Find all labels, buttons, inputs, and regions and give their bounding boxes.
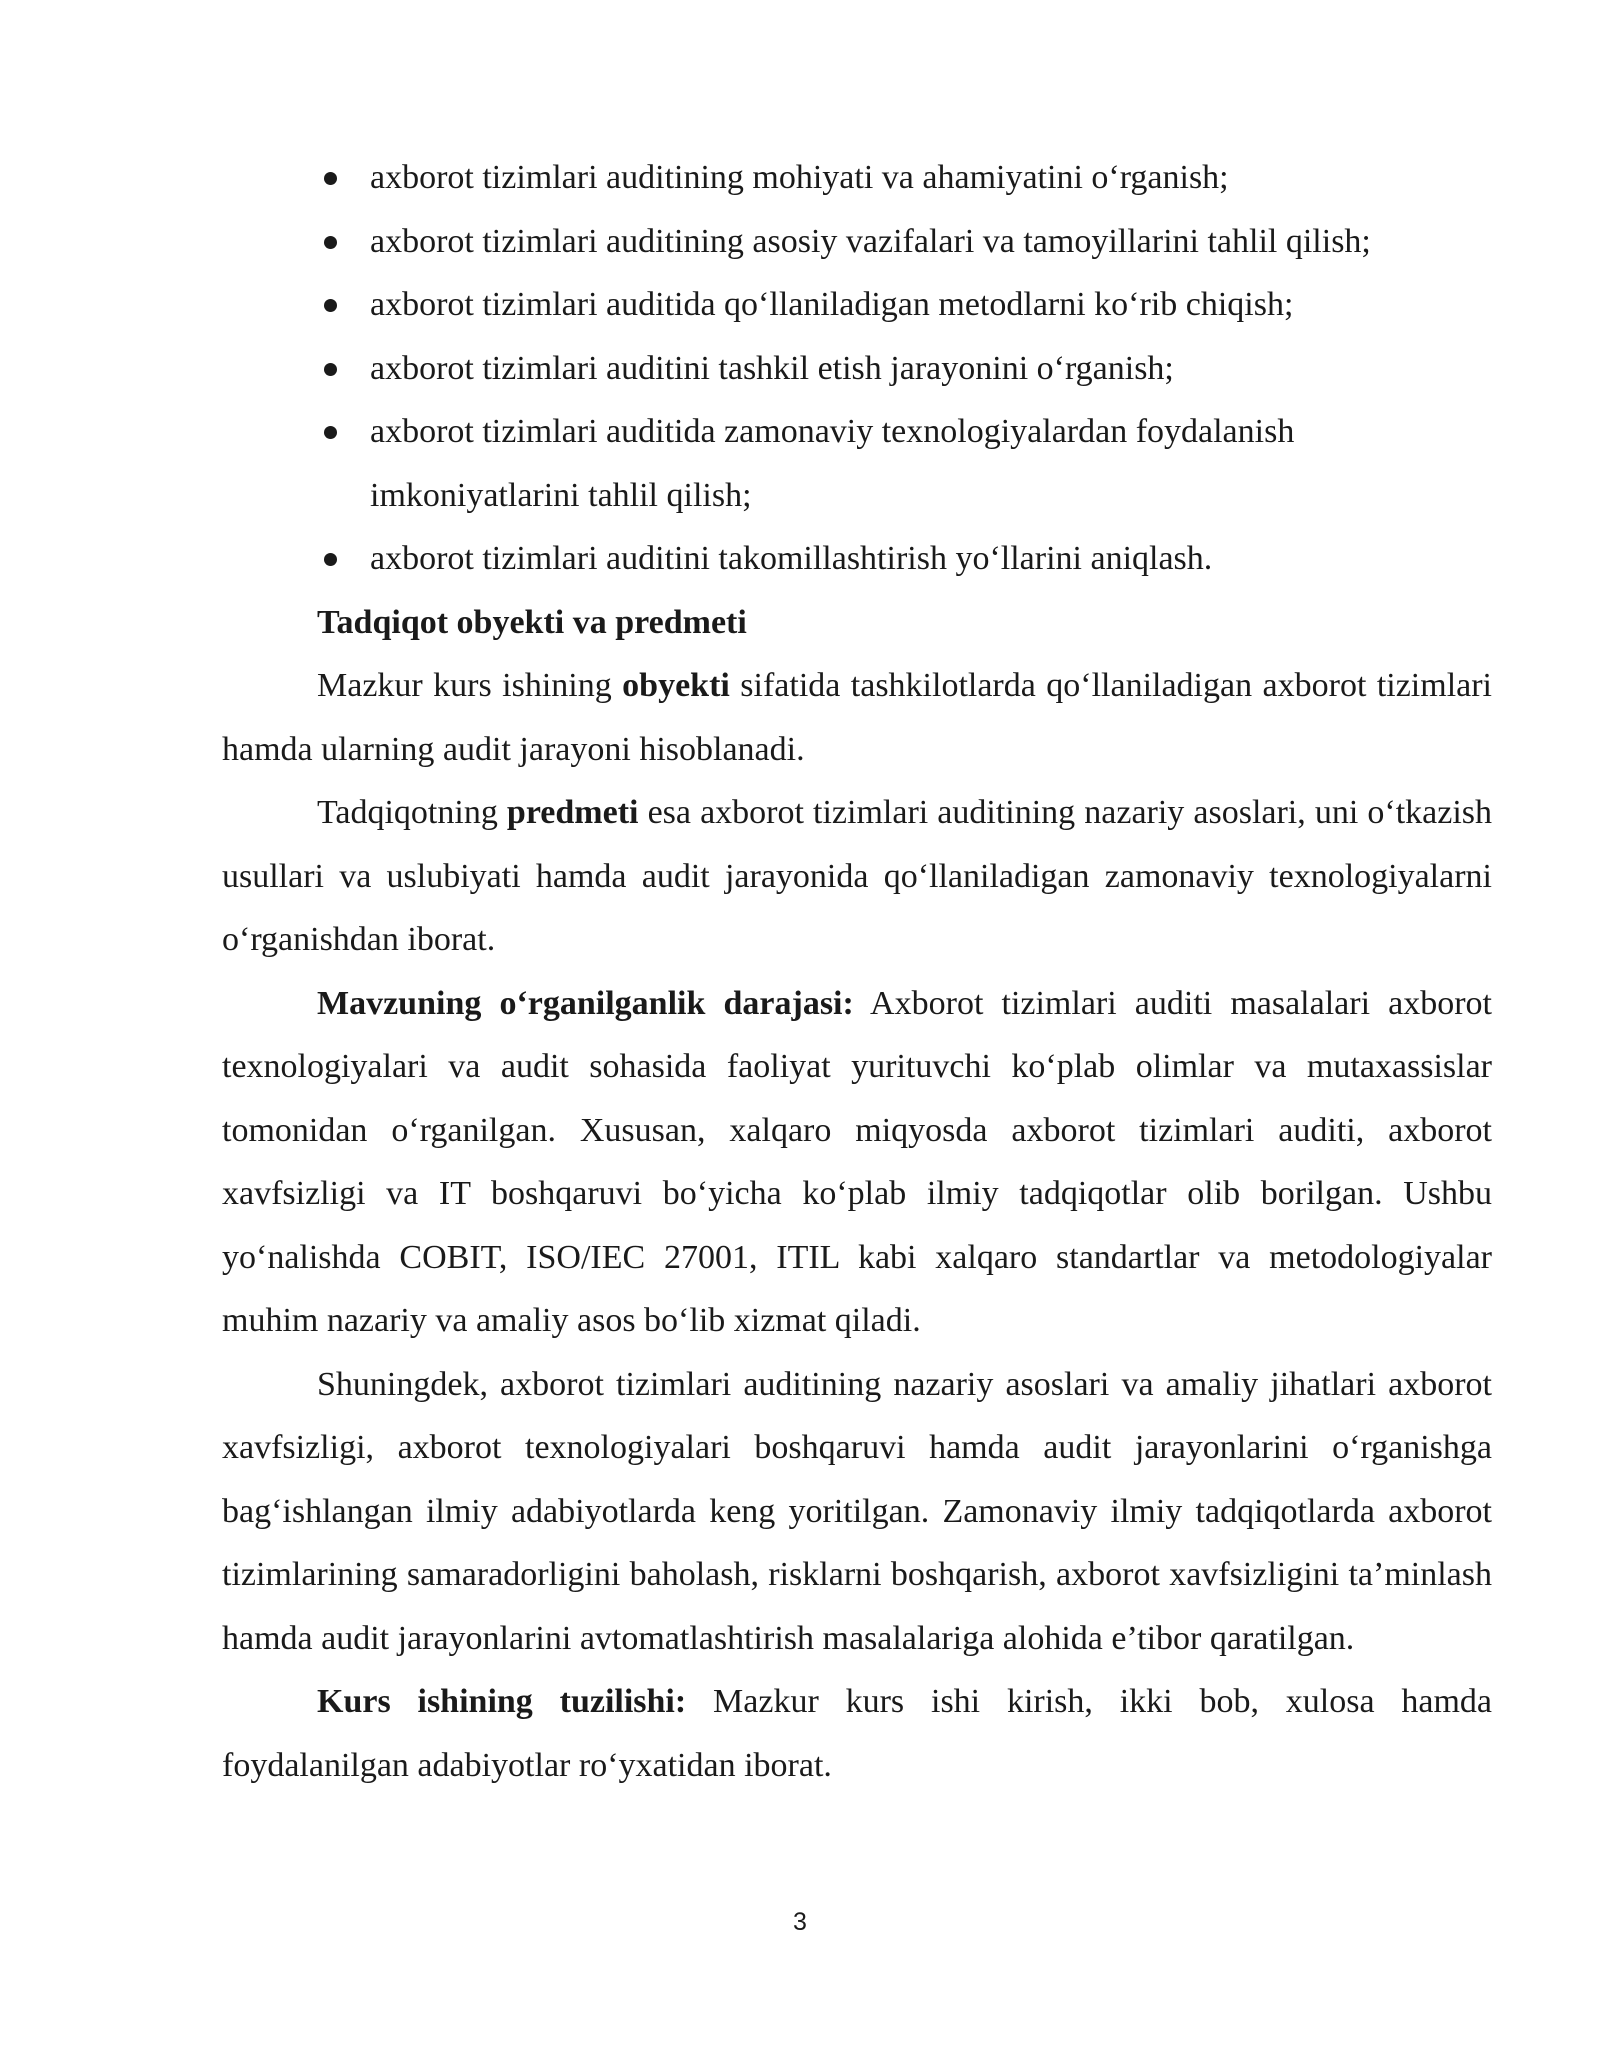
list-item-text: axborot tizimlari auditini tashkil etish jarayonini o‘rganish;	[370, 349, 1174, 387]
structure-paragraph	[222, 1670, 1492, 1797]
study-degree-heading: Mavzuning o‘rganilganlik darajasi:	[317, 984, 854, 1022]
study-degree-paragraph	[222, 972, 1492, 1353]
list-item-text: axborot tizimlari auditida zamonaviy texnologiyalardan foydalanish imkoniyatlarini tahlil qilish;	[370, 413, 1295, 514]
list-item-text: axborot tizimlari auditini takomillashtirish yo‘llarini aniqlash.	[370, 540, 1213, 577]
subject-term: predmeti	[506, 794, 639, 831]
subject-lead-text: Tadqiqotning	[317, 794, 507, 831]
list-item	[222, 337, 1492, 401]
object-term: obyekti	[622, 667, 730, 704]
bullet-icon	[324, 172, 337, 185]
objectives-list	[222, 146, 1492, 591]
study-degree-body-text: Axborot tizimlari auditi masalalari axborot texnologiyalari va audit sohasida faoliyat yurituvchi ko‘plab olimlar va mutaxassislar tomonidan o‘rganilgan. Xususan, xalqaro miqyosda axborot tizimlari auditi, axborot xavfsizligi va IT boshqaruvi bo‘yicha ko‘plab ilmiy tadqiqotlar olib borilgan. Ushbu yo‘nalishda COBIT, ISO/IEC 27001, ITIL kabi xalqaro standartlar va metodologiyalar muhim nazariy va amaliy asos bo‘lib xizmat qiladi.	[222, 984, 1492, 1339]
list-item	[222, 146, 1492, 210]
subject-paragraph	[222, 781, 1492, 972]
list-item-text: axborot tizimlari auditida qo‘llaniladigan metodlarni ko‘rib chiqish;	[370, 286, 1294, 323]
page-content	[222, 146, 1492, 1797]
structure-heading: Kurs ishining tuzilishi:	[317, 1683, 687, 1720]
page-number: 3	[793, 1908, 807, 1936]
bullet-icon	[324, 299, 337, 312]
list-item-text: axborot tizimlari auditining mohiyati va ahamiyatini o‘rganish;	[370, 159, 1229, 196]
list-item	[222, 210, 1492, 274]
list-item	[222, 400, 1492, 527]
literature-paragraph: Shuningdek, axborot tizimlari auditining nazariy asoslari va amaliy jihatlari axborot xavfsizligi, axborot texnologiyalari boshqaruvi hamda audit jarayonlarini o‘rganishga bag‘ishlangan ilmiy adabiyotlarda keng yoritilgan. Zamonaviy ilmiy tadqiqotlarda axborot tizimlarining samaradorligini baholash, risklarni boshqarish, axborot xavfsizligini ta’minlash hamda audit jarayonlarini avtomatlashtirish masalalariga alohida e’tibor qaratilgan.	[222, 1365, 1492, 1657]
bullet-icon	[324, 553, 337, 566]
bullet-icon	[324, 426, 337, 439]
section-heading: Tadqiqot obyekti va predmeti	[317, 603, 747, 641]
bullet-icon	[324, 236, 337, 249]
list-item	[222, 273, 1492, 337]
object-paragraph	[222, 654, 1492, 781]
structure-body-text: Mazkur kurs ishi kirish, ikki bob, xulosa hamda foydalanilgan adabiyotlar ro‘yxatidan iborat.	[222, 1683, 1493, 1784]
list-item-text: axborot tizimlari auditining asosiy vazifalari va tamoyillarini tahlil qilish;	[370, 222, 1371, 260]
list-item	[222, 527, 1492, 591]
object-body-text: sifatida tashkilotlarda qo‘llaniladigan axborot tizimlari hamda ularning audit jarayoni hisoblanadi.	[222, 667, 1493, 768]
object-lead-text: Mazkur kurs ishining	[317, 667, 623, 704]
subject-body-text: esa axborot tizimlari auditining nazariy asoslari, uni o‘tkazish usullari va uslubiyati hamda audit jarayonida qo‘llaniladigan zamonaviy texnologiyalarni o‘rganishdan iborat.	[222, 794, 1492, 958]
bullet-icon	[324, 363, 337, 376]
